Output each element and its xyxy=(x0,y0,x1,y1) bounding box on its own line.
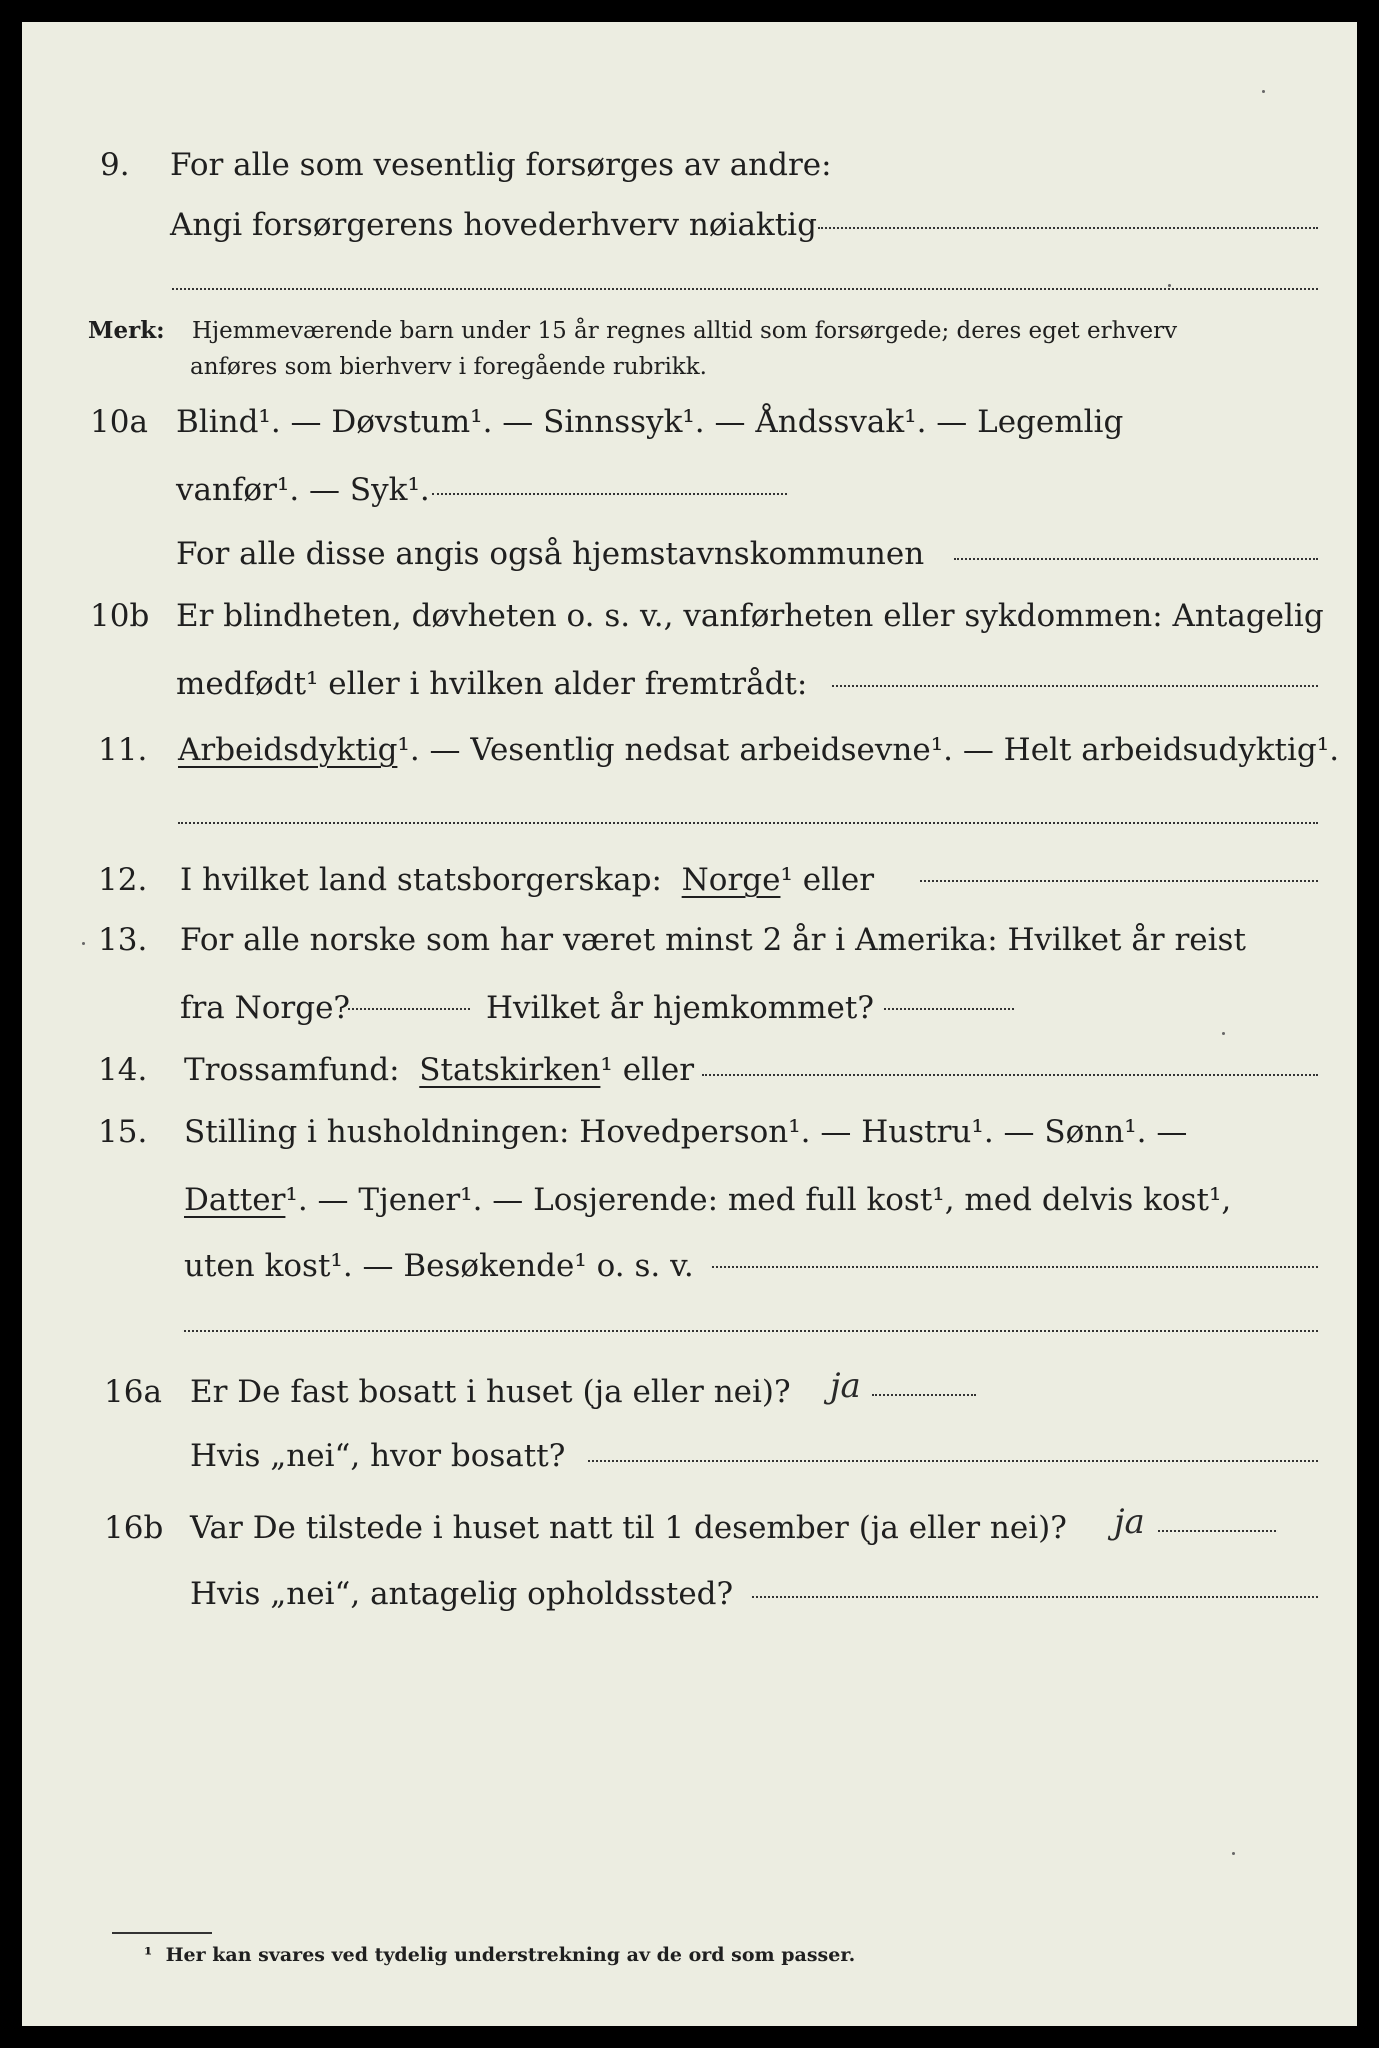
q10a-hjemstavn: For alle disse angis også hjemstavnskommunen xyxy=(176,536,925,572)
q16b-question: Var De tilstede i huset natt til 1 desember (ja eller nei)? xyxy=(190,1510,1067,1546)
q11-answer-line[interactable] xyxy=(178,822,1318,824)
q14-selected-option[interactable]: Statskirken xyxy=(419,1052,601,1088)
q9-question: For alle som vesentlig forsørges av andre: xyxy=(170,147,832,183)
footnote xyxy=(144,1944,855,1966)
q16a-followup: Hvis „nei“, hvor bosatt? xyxy=(190,1438,566,1474)
census-form-page xyxy=(22,22,1357,2026)
paper-speck xyxy=(1262,90,1265,93)
q12-suffix: ¹ eller xyxy=(780,862,875,898)
q16a-number: 16a xyxy=(104,1374,162,1410)
q14-answer-line[interactable] xyxy=(702,1074,1318,1076)
q12-question xyxy=(180,860,874,900)
q12-selected-option[interactable]: Norge xyxy=(681,862,781,898)
q9-answer-line-2[interactable] xyxy=(172,288,1318,290)
merk-text-2: anføres som bierhverv i foregående rubrikk. xyxy=(190,354,707,380)
q16a-question: Er De fast bosatt i huset (ja eller nei)? xyxy=(190,1374,791,1410)
merk-note-line2 xyxy=(190,350,707,384)
q10b-answer-line[interactable] xyxy=(832,685,1318,687)
q9-subquestion: Angi forsørgerens hovederhverv nøiaktig xyxy=(170,207,817,243)
q16b-answer-line[interactable] xyxy=(1158,1530,1276,1532)
q10a-number: 10a xyxy=(90,404,148,440)
q12-number: 12. xyxy=(98,862,148,898)
footnote-text: Her kan svares ved tydelig understrekning av de ord som passer. xyxy=(165,1944,856,1966)
q16b-followup: Hvis „nei“, antagelig opholdssted? xyxy=(190,1576,734,1612)
merk-label: Merk: xyxy=(88,317,165,344)
q13-reist: fra Norge? xyxy=(180,990,351,1026)
merk-note-line1 xyxy=(88,314,1177,348)
q15-options-2 xyxy=(184,1180,1231,1220)
q12-answer-line[interactable] xyxy=(920,880,1318,882)
q10b-question: Er blindheten, døvheten o. s. v., vanførheten eller sykdommen: Antagelig xyxy=(176,598,1324,634)
paper-speck xyxy=(1222,1032,1225,1035)
q15-number: 15. xyxy=(98,1114,148,1150)
paper-speck xyxy=(82,942,85,945)
footnote-marker: ¹ xyxy=(144,1944,153,1966)
q10b-number: 10b xyxy=(90,598,150,634)
q14-question xyxy=(184,1050,694,1090)
q16b-number: 16b xyxy=(104,1510,164,1546)
q11-options xyxy=(178,730,1339,770)
q14-prefix: Trossamfund: xyxy=(184,1052,400,1088)
q15-options-1: Stilling i husholdningen: Hovedperson¹. — Hustru¹. — Sønn¹. — xyxy=(184,1114,1188,1150)
merk-text-1: Hjemmeværende barn under 15 år regnes alltid som forsørgede; deres eget erhverv xyxy=(191,318,1178,344)
q14-suffix: ¹ eller xyxy=(600,1052,695,1088)
q13-question: For alle norske som har været minst 2 år i Amerika: Hvilket år reist xyxy=(180,922,1246,958)
q13-number: 13. xyxy=(98,922,148,958)
q15-selected-option[interactable]: Datter xyxy=(184,1182,286,1218)
q9-answer-line[interactable] xyxy=(818,227,1318,229)
q15-options-3: uten kost¹. — Besøkende¹ o. s. v. xyxy=(184,1248,694,1284)
q15-answer-line-2[interactable] xyxy=(184,1330,1318,1332)
q16b-followup-line[interactable] xyxy=(752,1596,1318,1598)
q13-hjemkommet-line[interactable] xyxy=(884,1008,1014,1010)
q10a-answer-line[interactable] xyxy=(432,493,787,495)
q16a-handwritten-answer[interactable]: ja xyxy=(830,1366,861,1406)
q11-options-rest: ¹. — Vesentlig nedsat arbeidsevne¹. — Helt arbeidsudyktig¹. xyxy=(397,732,1340,768)
paper-speck xyxy=(1232,1852,1235,1855)
q10a-options: Blind¹. — Døvstum¹. — Sinnssyk¹. — Åndssvak¹. — Legemlig xyxy=(176,404,1124,440)
q10a-hjemstavn-line[interactable] xyxy=(954,558,1318,560)
q16a-followup-line[interactable] xyxy=(588,1460,1318,1462)
q10b-question-2: medfødt¹ eller i hvilken alder fremtrådt: xyxy=(176,666,808,702)
q15-options-2-rest: ¹. — Tjener¹. — Losjerende: med full kost¹, med delvis kost¹, xyxy=(285,1182,1232,1218)
q10a-options-2: vanfør¹. — Syk¹. xyxy=(176,472,430,508)
q11-selected-option[interactable]: Arbeidsdyktig xyxy=(178,732,398,768)
q16a-answer-line[interactable] xyxy=(872,1394,976,1396)
q9-number: 9. xyxy=(100,147,130,183)
q15-answer-line[interactable] xyxy=(712,1266,1318,1268)
q13-reist-line[interactable] xyxy=(348,1008,470,1010)
q12-prefix: I hvilket land statsborgerskap: xyxy=(180,862,662,898)
q13-hjemkommet: Hvilket år hjemkommet? xyxy=(486,990,874,1026)
q11-number: 11. xyxy=(98,732,148,768)
q16b-handwritten-answer[interactable]: ja xyxy=(1114,1502,1145,1542)
q14-number: 14. xyxy=(98,1052,148,1088)
paper-speck xyxy=(1168,284,1171,287)
footnote-rule xyxy=(112,1932,212,1934)
